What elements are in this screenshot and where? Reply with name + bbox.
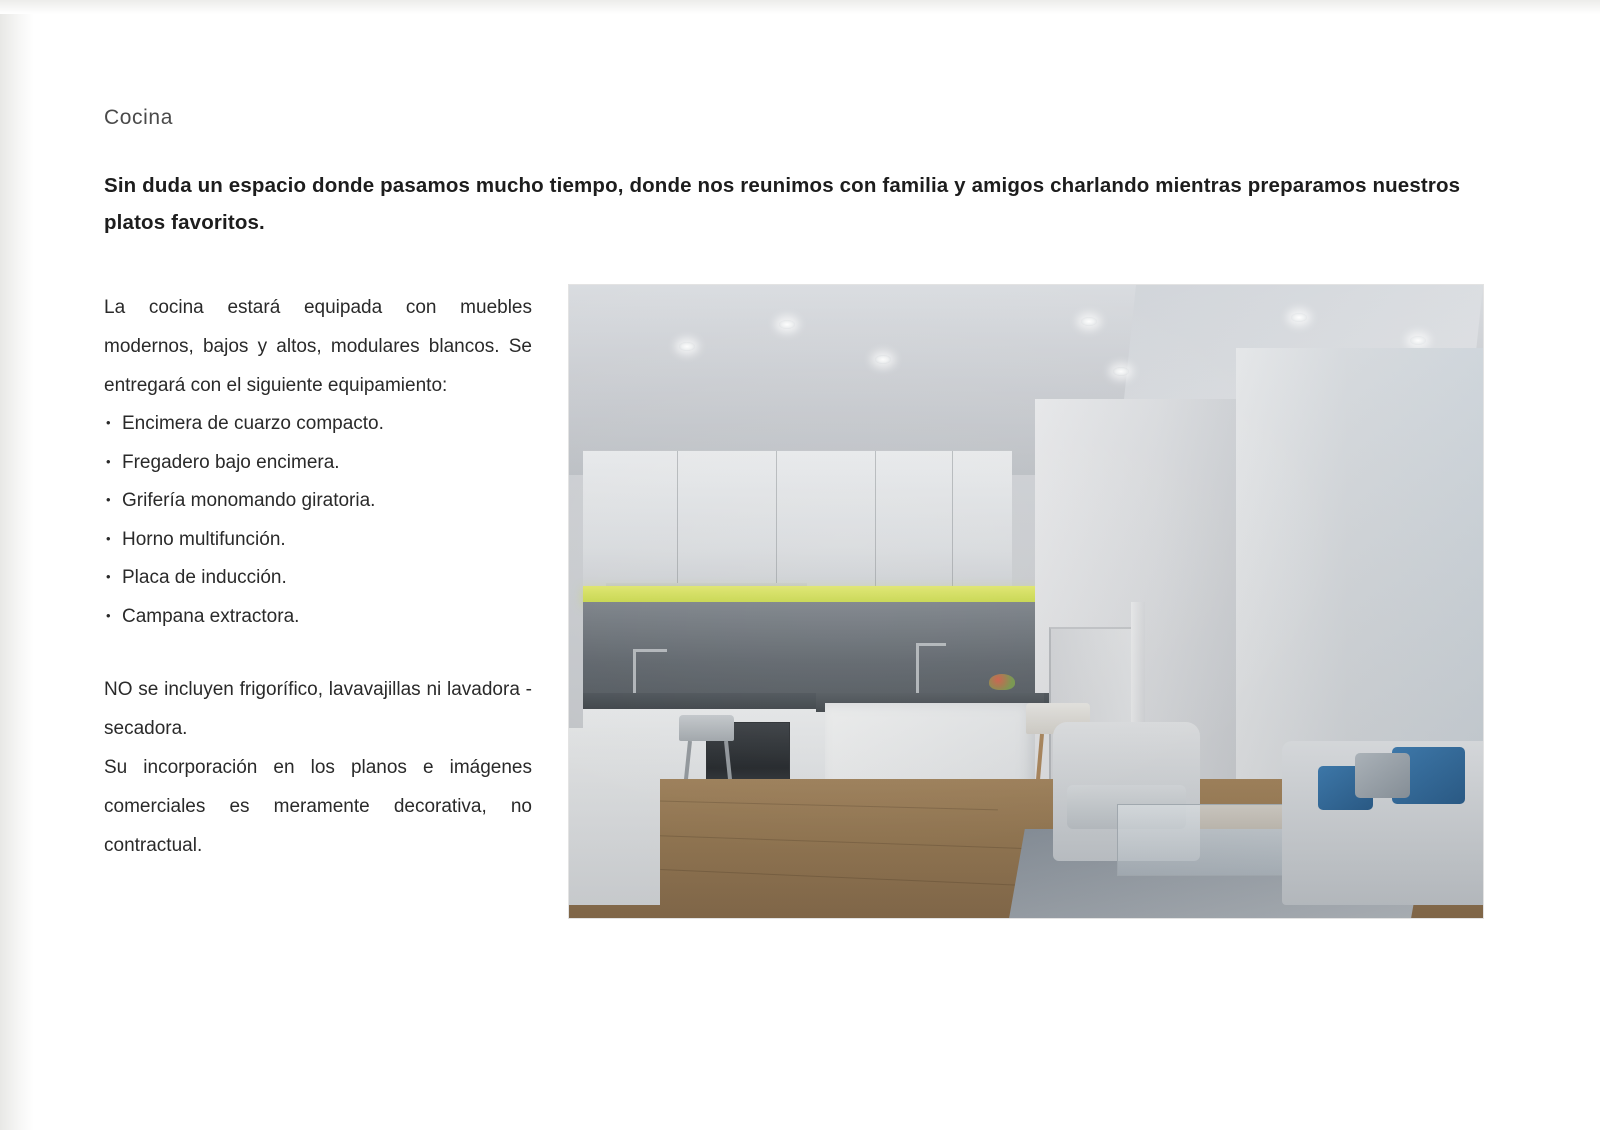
page-title: Cocina bbox=[104, 106, 173, 130]
decorative-disclaimer: Su incorporación en los planos e imágenes comerciales es meramente decorativa, no contractual. bbox=[104, 757, 532, 856]
list-item: • Fregadero bajo encimera. bbox=[104, 444, 532, 483]
scan-edge-left bbox=[0, 0, 34, 1130]
intro-paragraph: La cocina estará equipada con muebles modernos, bajos y altos, modulares blancos. Se entregará con el siguiente equipamiento: bbox=[104, 297, 532, 396]
list-item: • Encimera de cuarzo compacto. bbox=[104, 405, 532, 444]
equipment-list bbox=[104, 405, 532, 636]
spacer bbox=[104, 636, 532, 670]
list-item: • Grifería monomando giratoria. bbox=[104, 482, 532, 521]
list-item: • Campana extractora. bbox=[104, 598, 532, 637]
kitchen-render-image bbox=[569, 285, 1483, 918]
list-item: • Placa de inducción. bbox=[104, 559, 532, 598]
list-item: • Horno multifunción. bbox=[104, 521, 532, 560]
scan-edge-top bbox=[0, 0, 1600, 14]
lead-paragraph: Sin duda un espacio donde pasamos mucho tiempo, donde nos reunimos con familia y amigos charlando mientras preparamos nuestros platos favoritos. bbox=[104, 173, 1461, 234]
exclusions-note: NO se incluyen frigorífico, lavavajillas ni lavadora - secadora. bbox=[104, 679, 532, 739]
left-text-column bbox=[104, 288, 532, 865]
